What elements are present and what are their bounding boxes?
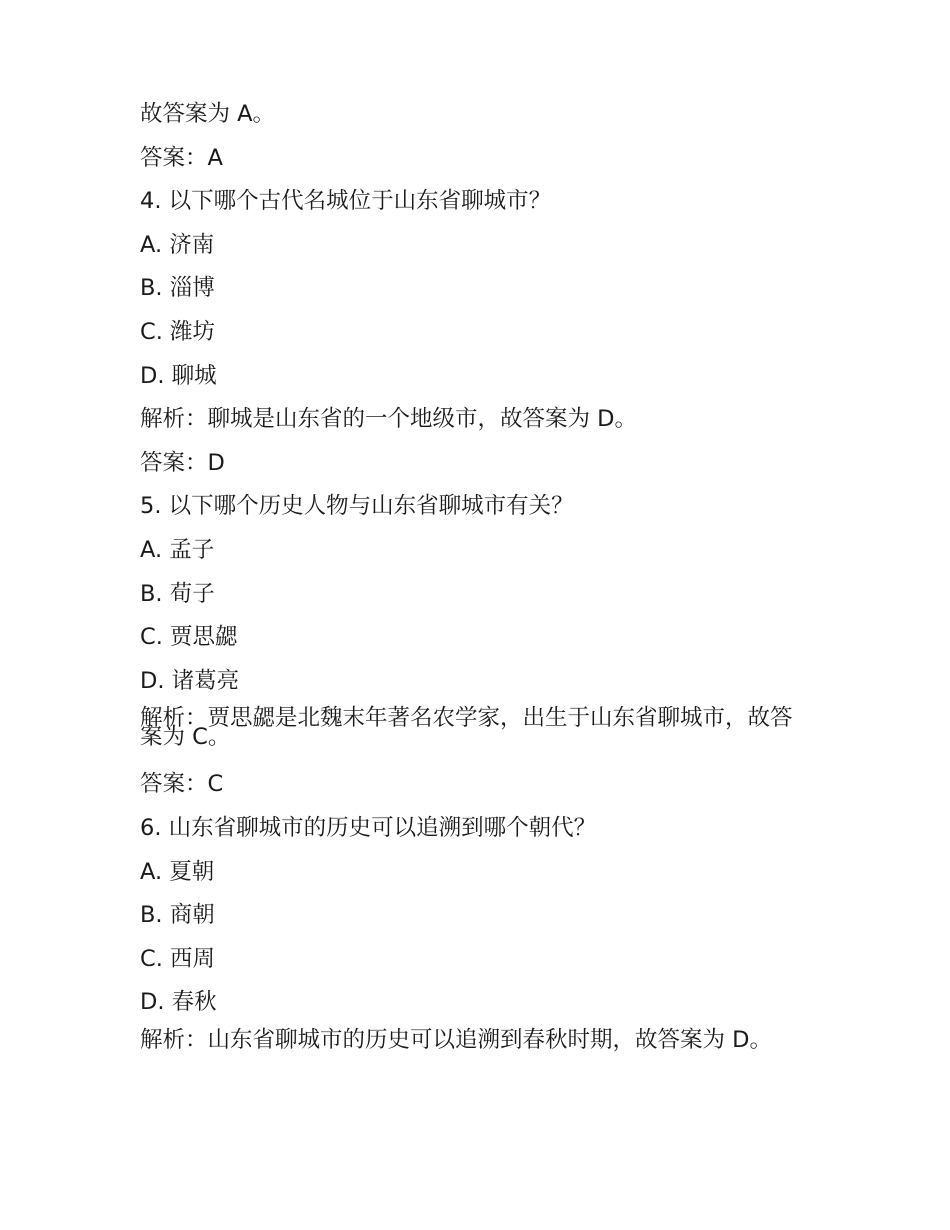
explanation-line: 解析：聊城是山东省的一个地级市，故答案为 D。 [140,406,637,433]
document-body [140,99,800,1072]
option-d: D. 诸葛亮 [140,667,240,694]
answer-line: 答案：D [140,449,225,476]
option-b: B. 商朝 [140,902,215,929]
text-line: 故答案为 A。 [140,101,276,127]
option-d: D. 春秋 [140,989,217,1016]
option-c: C. 潍坊 [140,318,216,345]
answer-line: 答案：A [140,144,223,171]
option-a: A. 济南 [140,231,215,258]
option-d: D. 聊城 [140,362,217,389]
question-5: 5. 以下哪个历史人物与山东省聊城市有关？ [140,493,574,520]
option-b: B. 淄博 [140,275,215,302]
question-6: 6. 山东省聊城市的历史可以追溯到哪个朝代？ [140,814,597,841]
option-c: C. 西周 [140,945,216,972]
explanation-line: 解析：山东省聊城市的历史可以追溯到春秋时期，故答案为 D。 [140,1026,772,1053]
option-c: C. 贾思勰 [140,624,238,651]
answer-line: 答案：C [140,771,224,798]
explanation-line: 解析：贾思勰是北魏末年著名农学家，出生于山东省聊城市，故答案为 C。 [140,705,793,751]
option-b: B. 荀子 [140,580,215,607]
question-4: 4. 以下哪个古代名城位于山东省聊城市？ [140,188,552,215]
option-a: A. 孟子 [140,536,215,563]
option-a: A. 夏朝 [140,858,215,885]
